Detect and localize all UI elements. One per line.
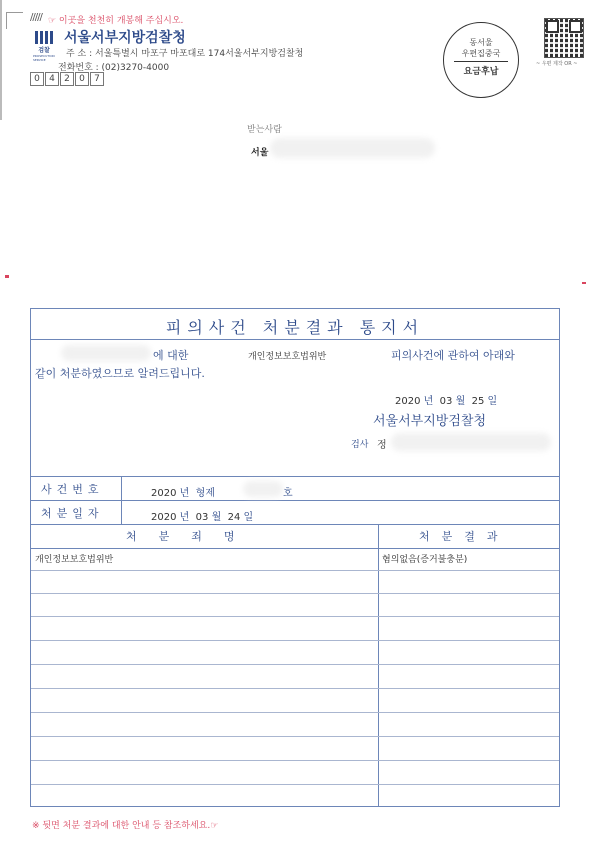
case-number-label: 사건번호 — [41, 483, 104, 496]
qr-code-icon — [544, 18, 584, 58]
disp-day-unit: 일 — [243, 512, 254, 523]
disp-year: 2020 — [151, 512, 177, 523]
logo-subtext: PROSECUTION SERVICE — [33, 54, 55, 62]
footer-note: ※ 뒷면 처분 결과에 대한 안내 등 참조하세요.☞ — [32, 821, 219, 831]
prosecutor-label: 검사 — [351, 440, 369, 450]
case-number-value — [151, 484, 215, 499]
recipient-name: 서울 — [251, 148, 269, 158]
stamp-line1: 동서울 — [469, 38, 493, 47]
disp-day: 24 — [227, 512, 241, 523]
table-cell-result: 혐의없음(증거불충분) — [382, 555, 468, 565]
issuer-name: 서울서부지방검찰청 — [373, 414, 487, 429]
case-year: 2020 — [151, 488, 177, 499]
redacted-suspect — [61, 345, 151, 361]
sender-address: 주 소 : 서울특별시 마포구 마포대로 174서울서부지방검찰청 — [66, 49, 304, 59]
form-title: 피의사건 처분결과 통지서 — [165, 318, 425, 337]
perforation-mark — [582, 282, 586, 284]
table-cell-charge: 개인정보보호법위반 — [35, 555, 114, 565]
intro-suffix: 피의사건에 관하여 아래와 — [391, 349, 515, 362]
tear-corner-mark — [6, 12, 23, 29]
intro-about-label: 에 대한 — [153, 349, 189, 362]
sender-org-name: 서울서부지방검찰청 — [64, 30, 186, 46]
perforation-mark — [5, 275, 9, 278]
case-unit: 호 — [283, 488, 293, 499]
intro-line2: 같이 처분하였으므로 알려드립니다. — [35, 367, 205, 380]
date-day: 25 — [471, 396, 485, 407]
date-month-unit: 월 — [455, 396, 466, 407]
date-year: 2020 — [395, 396, 421, 407]
intro-offense: 개인정보보호법위반 — [248, 352, 327, 362]
case-type: 형제 — [195, 488, 215, 499]
postal-digit: 0 — [75, 72, 89, 86]
sender-phone: 전화번호 : (02)3270-4000 — [58, 63, 170, 73]
qr-note: ~ 우편 제작 OR ~ — [536, 61, 578, 67]
tear-stripes: ///// — [30, 12, 42, 23]
tear-notice: ☞ 이곳을 천천히 개봉해 주십시오. — [48, 16, 184, 26]
date-month: 03 — [439, 396, 453, 407]
stamp-line3: 요금후납 — [463, 67, 499, 77]
date-day-unit: 일 — [487, 396, 498, 407]
disposition-date-value — [151, 508, 253, 523]
postal-code-boxes — [30, 72, 104, 86]
table-header-result: 처분결과 — [419, 530, 510, 543]
redacted-recipient — [270, 138, 435, 158]
disp-year-unit: 년 — [179, 512, 190, 523]
disp-month-unit: 월 — [211, 512, 222, 523]
postal-digit: 2 — [60, 72, 74, 86]
notice-date — [395, 392, 497, 407]
disposition-date-label: 처분일자 — [41, 507, 104, 520]
prosecution-logo-icon — [33, 31, 55, 62]
case-year-unit: 년 — [179, 488, 190, 499]
redacted-prosecutor — [391, 433, 551, 451]
redacted-case-number — [243, 481, 283, 497]
postage-stamp — [443, 22, 519, 98]
date-year-unit: 년 — [423, 396, 434, 407]
postal-digit: 4 — [45, 72, 59, 86]
left-edge-strip — [0, 0, 2, 120]
disp-month: 03 — [195, 512, 209, 523]
notice-form — [30, 308, 560, 807]
table-header-charge: 처분죄명 — [126, 530, 257, 543]
prosecutor-name: 정 — [377, 440, 387, 451]
stamp-line2: 우편집중국 — [461, 49, 501, 58]
postal-digit: 7 — [90, 72, 104, 86]
postal-digit: 0 — [30, 72, 44, 86]
recipient-label: 받는사람 — [247, 125, 282, 135]
logo-text: 검찰 — [38, 47, 50, 54]
